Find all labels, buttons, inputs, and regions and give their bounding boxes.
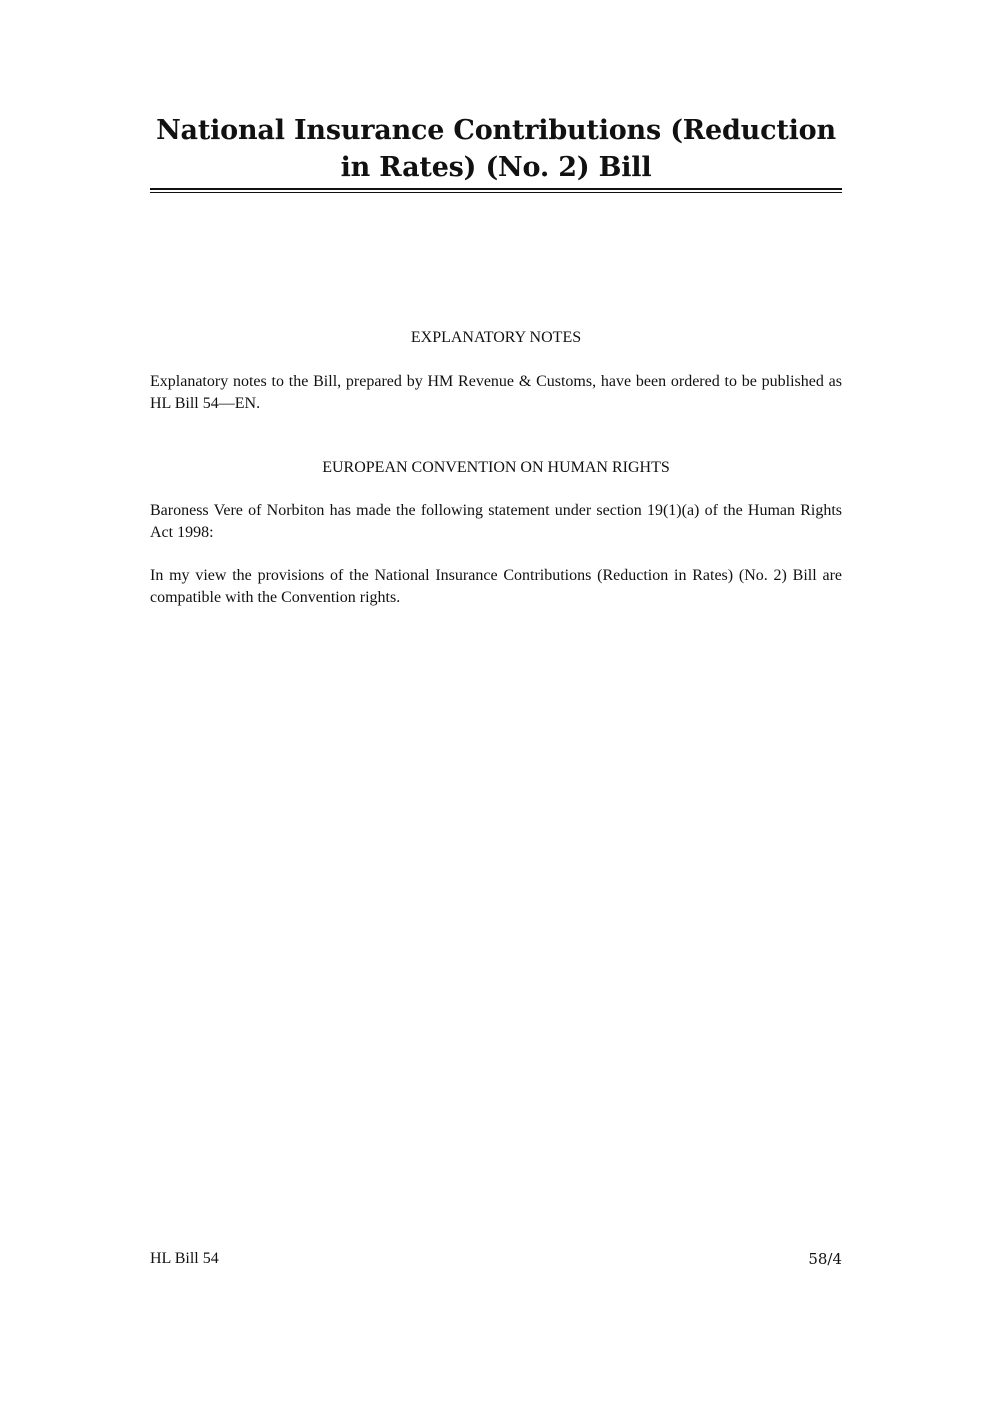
echr-statement-text: In my view the provisions of the National Insurance Contributions (Reduction in Rates) (No. 2) Bill are compatible with the Convention rights. <box>150 567 842 606</box>
bill-title: National Insurance Contributions (Reduction in Rates) (No. 2) Bill <box>156 115 836 183</box>
explanatory-notes-heading: EXPLANATORY NOTES <box>410 329 582 346</box>
footer-bill-number: HL Bill 54 <box>150 1250 219 1267</box>
echr-intro-text: Baroness Vere of Norbiton has made the following statement under section 19(1)(a) of the Human Rights Act 1998: <box>150 502 842 541</box>
title-block <box>150 112 842 193</box>
echr-heading: EUROPEAN CONVENTION ON HUMAN RIGHTS <box>322 459 670 476</box>
page-footer <box>150 1248 842 1270</box>
footer-reference: 58/4 <box>808 1250 842 1268</box>
explanatory-notes-text: Explanatory notes to the Bill, prepared by HM Revenue & Customs, have been ordered to be published as HL Bill 54—EN. <box>150 373 842 412</box>
title-double-rule <box>150 188 842 193</box>
